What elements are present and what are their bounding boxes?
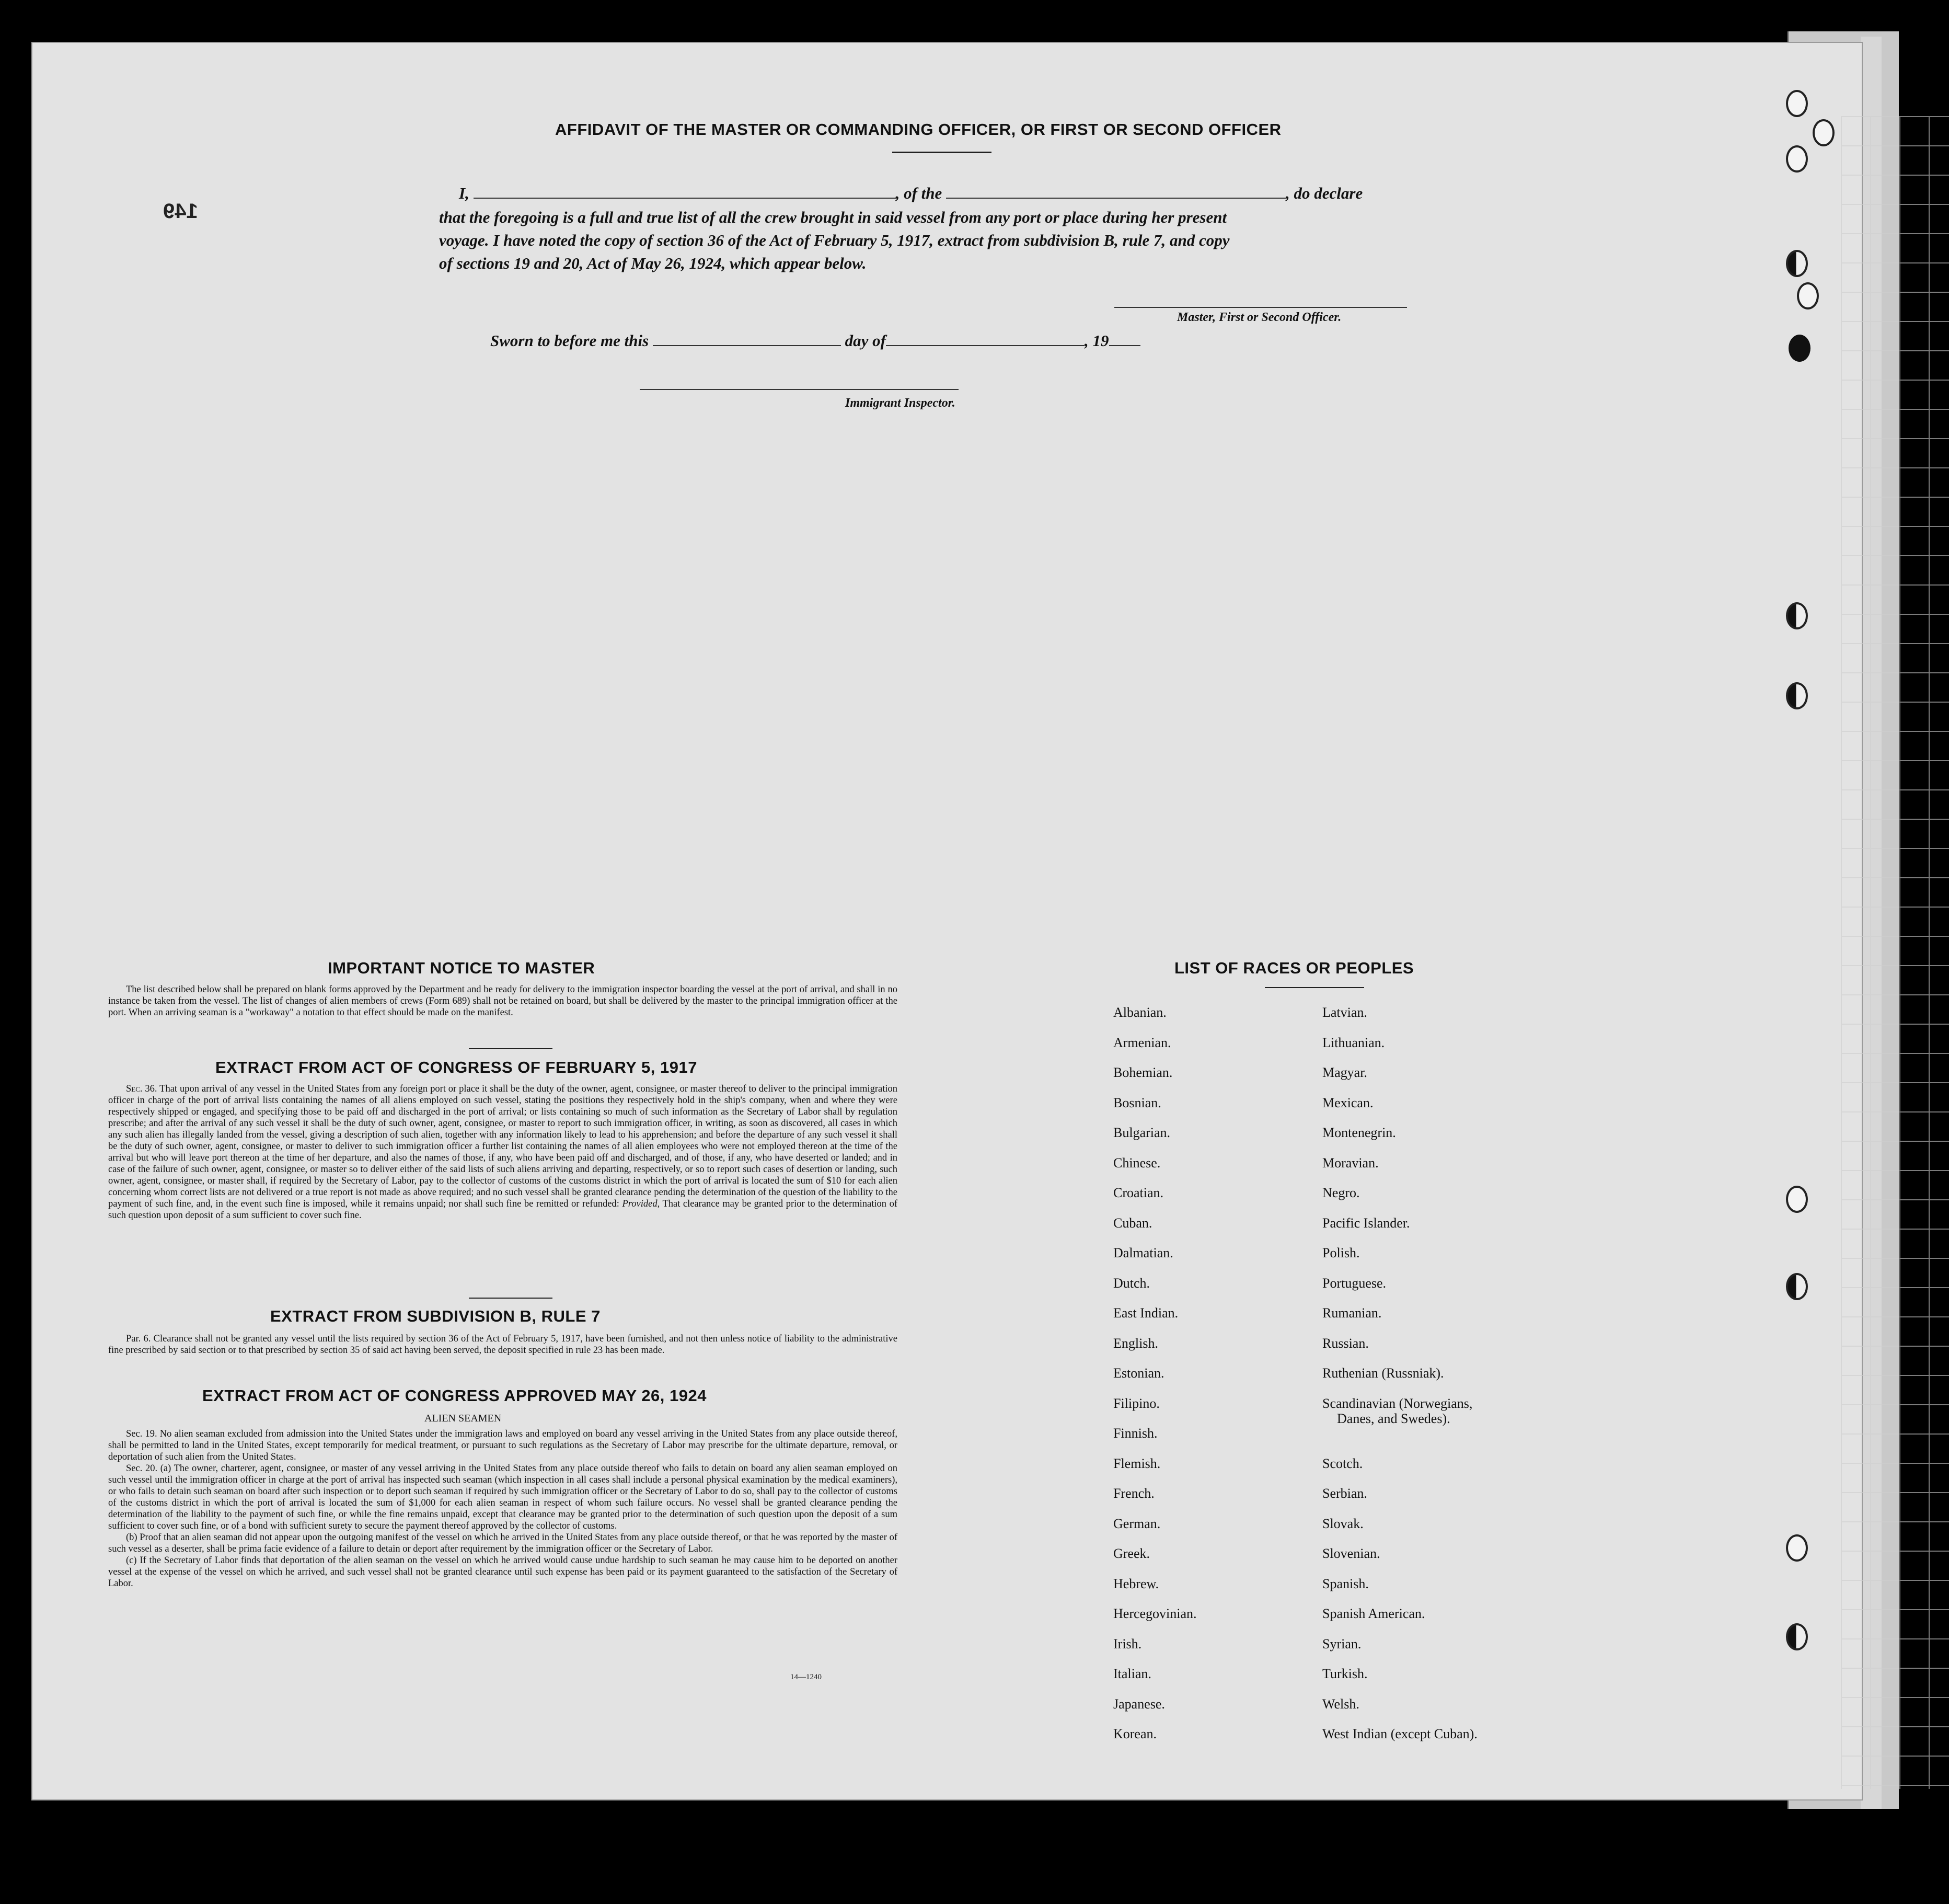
race-item: Italian. — [1113, 1666, 1151, 1681]
race-item: Negro. — [1322, 1185, 1360, 1200]
affidavit-line-2: that the foregoing is a full and true list of all the crew brought in said vessel from any port or place during her present — [439, 208, 1227, 226]
race-item: German. — [1113, 1516, 1161, 1531]
affidavit-line-4: of sections 19 and 20, Act of May 26, 1924, which appear below. — [439, 254, 867, 272]
race-item: Croatian. — [1113, 1185, 1164, 1200]
master-signature-line[interactable] — [1114, 307, 1407, 308]
race-item: Chinese. — [1113, 1155, 1161, 1171]
race-item: Polish. — [1322, 1245, 1360, 1260]
day-of-label: day of — [845, 331, 886, 350]
section-20b-paragraph: (b) Proof that an alien seaman did not appear upon the outgoing manifest of the vessel on which he arrived in the United States from any place outside thereof, or that he was reported by the master of such vessel as a deserter, shall be prima facie evidence of a failure to detain or deport after requirement by the immigration officer or the Secretary of Labor. — [108, 1532, 897, 1554]
affidavit-title-rule — [892, 152, 991, 153]
race-item: Korean. — [1113, 1726, 1157, 1741]
provided-label: Provided, — [622, 1199, 660, 1209]
section-20a-paragraph: Sec. 20. (a) The owner, charterer, agent, consignee, or master of any vessel arriving in the United States from any place outside thereof who fails to detain on board any alien seaman employed on such vessel until the immigration officer in charge at the port of arrival has inspected such seaman (which inspection in all cases shall include a personal physical examination by the medical examiners), or who fails to detain such seaman on board after such inspection or to deport such seaman if required by such immigration officer or the Secretary of Labor to do so, shall pay to the collector of customs of the customs district in which the port of arrival is located the sum of $1,000 for each alien seaman in respect of whom such failure occurs. No vessel shall be granted clearance pending the determination of the liability to the payment of such fine, or while the fine remains unpaid, except that clearance may be granted prior to the determination of such question upon the deposit of a sum sufficient to cover such fine, or of a bond with sufficient surety to secure the payment thereof approved by the collector of customs. — [108, 1463, 897, 1531]
race-item: Bulgarian. — [1113, 1125, 1171, 1140]
race-item: Danes, and Swedes). — [1337, 1410, 1450, 1426]
punch-hole — [1813, 119, 1835, 146]
punch-hole — [1786, 602, 1808, 629]
race-item: Mexican. — [1322, 1095, 1374, 1110]
race-item: Scotch. — [1322, 1455, 1363, 1471]
notice-paragraph: The list described below shall be prepared on blank forms approved by the Department and be ready for delivery to the immigration inspector boarding the vessel at the port of arrival, and shall in no instance be taken from the vessel. The list of changes of alien members of crews (Form 689) shall not be retained on board, but shall be delivered by the master to the principal immigration officer at the port. When an arriving seaman is a "workaway" a notation to that effect should be made on the manifest. — [108, 984, 897, 1018]
extract-1917-rule — [469, 1298, 552, 1299]
race-item: Lithuanian. — [1322, 1035, 1385, 1050]
race-item: Cuban. — [1113, 1215, 1152, 1231]
affidavit-title: AFFIDAVIT OF THE MASTER OR COMMANDING OFFICER, OR FIRST OR SECOND OFFICER — [555, 120, 1282, 139]
races-title-rule — [1265, 987, 1364, 988]
affidavit-do-declare-label: , do declare — [1286, 184, 1363, 202]
extract-rule7-body — [108, 1333, 897, 1356]
form-sheet — [32, 43, 1862, 1799]
race-item: Latvian. — [1322, 1005, 1367, 1020]
race-item: Dutch. — [1113, 1275, 1150, 1291]
race-item: Greek. — [1113, 1546, 1150, 1561]
affidavit-line-3: voyage. I have noted the copy of section 36 of the Act of February 5, 1917, extract from subdivision B, rule 7, and copy — [439, 231, 1230, 249]
race-item: Scandinavian (Norwegians, — [1322, 1395, 1473, 1411]
section-36-paragraph — [108, 1083, 897, 1221]
stamp-number: 149 — [163, 200, 198, 223]
race-item: Ruthenian (Russniak). — [1322, 1366, 1444, 1381]
extract-rule7-title: EXTRACT FROM SUBDIVISION B, RULE 7 — [270, 1307, 601, 1325]
race-item: Pacific Islander. — [1322, 1215, 1410, 1231]
race-item: West Indian (except Cuban). — [1322, 1726, 1478, 1741]
extract-1924-body — [108, 1428, 897, 1589]
affidavit-of-the-label: , of the — [895, 184, 942, 202]
sworn-day-blank-field[interactable] — [653, 332, 841, 346]
notice-body — [108, 984, 897, 1018]
extract-1917-title: EXTRACT FROM ACT OF CONGRESS OF FEBRUARY 5, 1917 — [215, 1058, 697, 1076]
race-item: Serbian. — [1322, 1486, 1367, 1501]
affidavit-line-1 — [459, 184, 1363, 203]
punch-hole — [1786, 1186, 1808, 1213]
race-item: Dalmatian. — [1113, 1245, 1173, 1260]
race-item: Rumanian. — [1322, 1305, 1382, 1321]
race-item: English. — [1113, 1335, 1158, 1351]
race-item: Flemish. — [1113, 1455, 1161, 1471]
race-item: Slovak. — [1322, 1516, 1364, 1531]
notice-title: IMPORTANT NOTICE TO MASTER — [328, 959, 595, 977]
race-item: Finnish. — [1113, 1426, 1158, 1441]
race-item: Estonian. — [1113, 1366, 1164, 1381]
race-item: Spanish American. — [1322, 1606, 1425, 1621]
extract-1924-title: EXTRACT FROM ACT OF CONGRESS APPROVED MAY 26, 1924 — [202, 1386, 707, 1405]
race-item: Welsh. — [1322, 1696, 1359, 1712]
sworn-year-blank-field[interactable] — [1109, 332, 1140, 346]
race-item: Turkish. — [1322, 1666, 1368, 1681]
race-item: Magyar. — [1322, 1065, 1367, 1080]
punch-hole — [1786, 1273, 1808, 1300]
race-item: Moravian. — [1322, 1155, 1379, 1171]
punch-hole — [1786, 145, 1808, 173]
race-item: Syrian. — [1322, 1636, 1362, 1651]
vessel-blank-field[interactable] — [946, 185, 1286, 199]
race-item: Japanese. — [1113, 1696, 1165, 1712]
section-36-label: Sec. 36. — [126, 1084, 157, 1094]
punch-hole — [1786, 1623, 1808, 1650]
section-20c-paragraph: (c) If the Secretary of Labor finds that deportation of the alien seaman on the vessel on which he arrived would cause undue hardship to such seaman he may cause him to be deported on another vessel at the expense of the vessel on which he arrived, and such vessel shall not be granted clearance until such expense has been paid or its payment guaranteed to the satisfaction of the Secretary of Labor. — [108, 1555, 897, 1589]
inspector-signature-line[interactable] — [640, 389, 959, 390]
race-item: Spanish. — [1322, 1576, 1369, 1591]
race-item: Hercegovinian. — [1113, 1606, 1197, 1621]
inspector-caption: Immigrant Inspector. — [845, 396, 955, 410]
bleed-through-grid — [1841, 116, 1949, 1789]
race-item: Slovenian. — [1322, 1546, 1380, 1561]
race-item: Bohemian. — [1113, 1065, 1173, 1080]
sworn-month-blank-field[interactable] — [886, 332, 1085, 346]
section-36-text: That upon arrival of any vessel in the United States from any foreign port or place it shall be the duty of the owner, agent, consignee, or master thereof to deliver to the principal immigration officer in charge of the port of arrival lists containing the names of all aliens employed on such vessel, stating the positions they respectively hold in the ship's company, when and where they were respectively shipped or engaged, and specifying those to be paid off and discharged in the port of arrival; or lists containing so much of such information as the Secretary of Labor shall by regulation prescribe; and after the arrival of any such vessel it shall be the duty of such owner, agent, consignee, or master to report to such immigration officer, in writing, as soon as discovered, all cases in which any such alien has illegally landed from the vessel, giving a description of such alien, together with any information likely to lead to his apprehension; and before the departure of any such vessel it shall be the duty of such owner, agent, consignee, or master to deliver to such immigration officer a further list containing the names of all alien employees who were not employed thereon at the time of the arrival but who will leave port thereon at the time of her departure, and also the names of those, if any, who have been paid off and discharged, and of those, if any, who have deserted or landed; and in case of the failure of such owner, agent, consignee, or master so to deliver either of the said lists of such aliens arriving and departing, respectively, or so to report such cases of desertion or landing, such owner, agent, consignee, or master shall, if required by the Secretary of Labor, pay to the collector of customs of the customs district in which the port of arrival is located the sum of $10 for each alien concerning whom correct lists are not delivered or a true report is not made as above required; and no such vessel shall be granted clearance pending the determination of the question of the liability to the payment of such fine, and, in the event such fine is imposed, while it remains unpaid; nor shall such fine be remitted or refunded: — [108, 1084, 897, 1209]
punch-hole — [1797, 282, 1819, 309]
punch-hole — [1786, 250, 1808, 277]
race-item: Montenegrin. — [1322, 1125, 1396, 1140]
extract-1917-body — [108, 1083, 897, 1221]
sworn-line — [490, 331, 1140, 350]
punch-hole — [1786, 90, 1808, 117]
races-title: LIST OF RACES OR PEOPLES — [1174, 959, 1414, 977]
notice-rule — [469, 1048, 552, 1049]
punch-hole — [1786, 1534, 1808, 1562]
race-item: Irish. — [1113, 1636, 1142, 1651]
punch-hole — [1789, 335, 1810, 362]
race-item: Hebrew. — [1113, 1576, 1159, 1591]
race-item: Albanian. — [1113, 1005, 1167, 1020]
race-item: Filipino. — [1113, 1395, 1160, 1411]
race-item: Armenian. — [1113, 1035, 1171, 1050]
race-item: Portuguese. — [1322, 1275, 1387, 1291]
affidavit-i-label: I, — [459, 184, 469, 202]
master-signature-caption: Master, First or Second Officer. — [1177, 311, 1342, 324]
race-item: French. — [1113, 1486, 1155, 1501]
alien-seamen-subtitle: ALIEN SEAMEN — [424, 1413, 502, 1424]
section-36-text-end: That clearance may be granted prior to the determination of such question upon deposit of a sum sufficient to cover such fine. — [108, 1199, 897, 1221]
sworn-label: Sworn to before me this — [490, 331, 649, 350]
par-6-paragraph: Par. 6. Clearance shall not be granted any vessel until the lists required by section 36 of the Act of February 5, 1917, have been furnished, and not then unless notice of liability to the administrative fine prescribed by said section or to that prescribed by section 35 of said act having been served, the deposit specified in rule 23 has been made. — [108, 1334, 897, 1356]
race-item: East Indian. — [1113, 1305, 1179, 1321]
punch-hole — [1786, 682, 1808, 709]
year-prefix-label: , 19 — [1085, 331, 1109, 350]
name-blank-field[interactable] — [474, 185, 896, 199]
section-19-paragraph: Sec. 19. No alien seaman excluded from admission into the United States under the immigration laws and employed on board any vessel arriving in the United States from any place outside thereof, shall be permitted to land in the United States, except temporarily for medical treatment, or pursuant to such regulations as the Secretary of Labor may prescribe for the ultimate departure, removal, or deportation of such alien from the United States. — [108, 1429, 897, 1462]
form-number: 14—1240 — [790, 1673, 822, 1681]
race-item: Bosnian. — [1113, 1095, 1161, 1110]
race-item: Russian. — [1322, 1335, 1369, 1351]
